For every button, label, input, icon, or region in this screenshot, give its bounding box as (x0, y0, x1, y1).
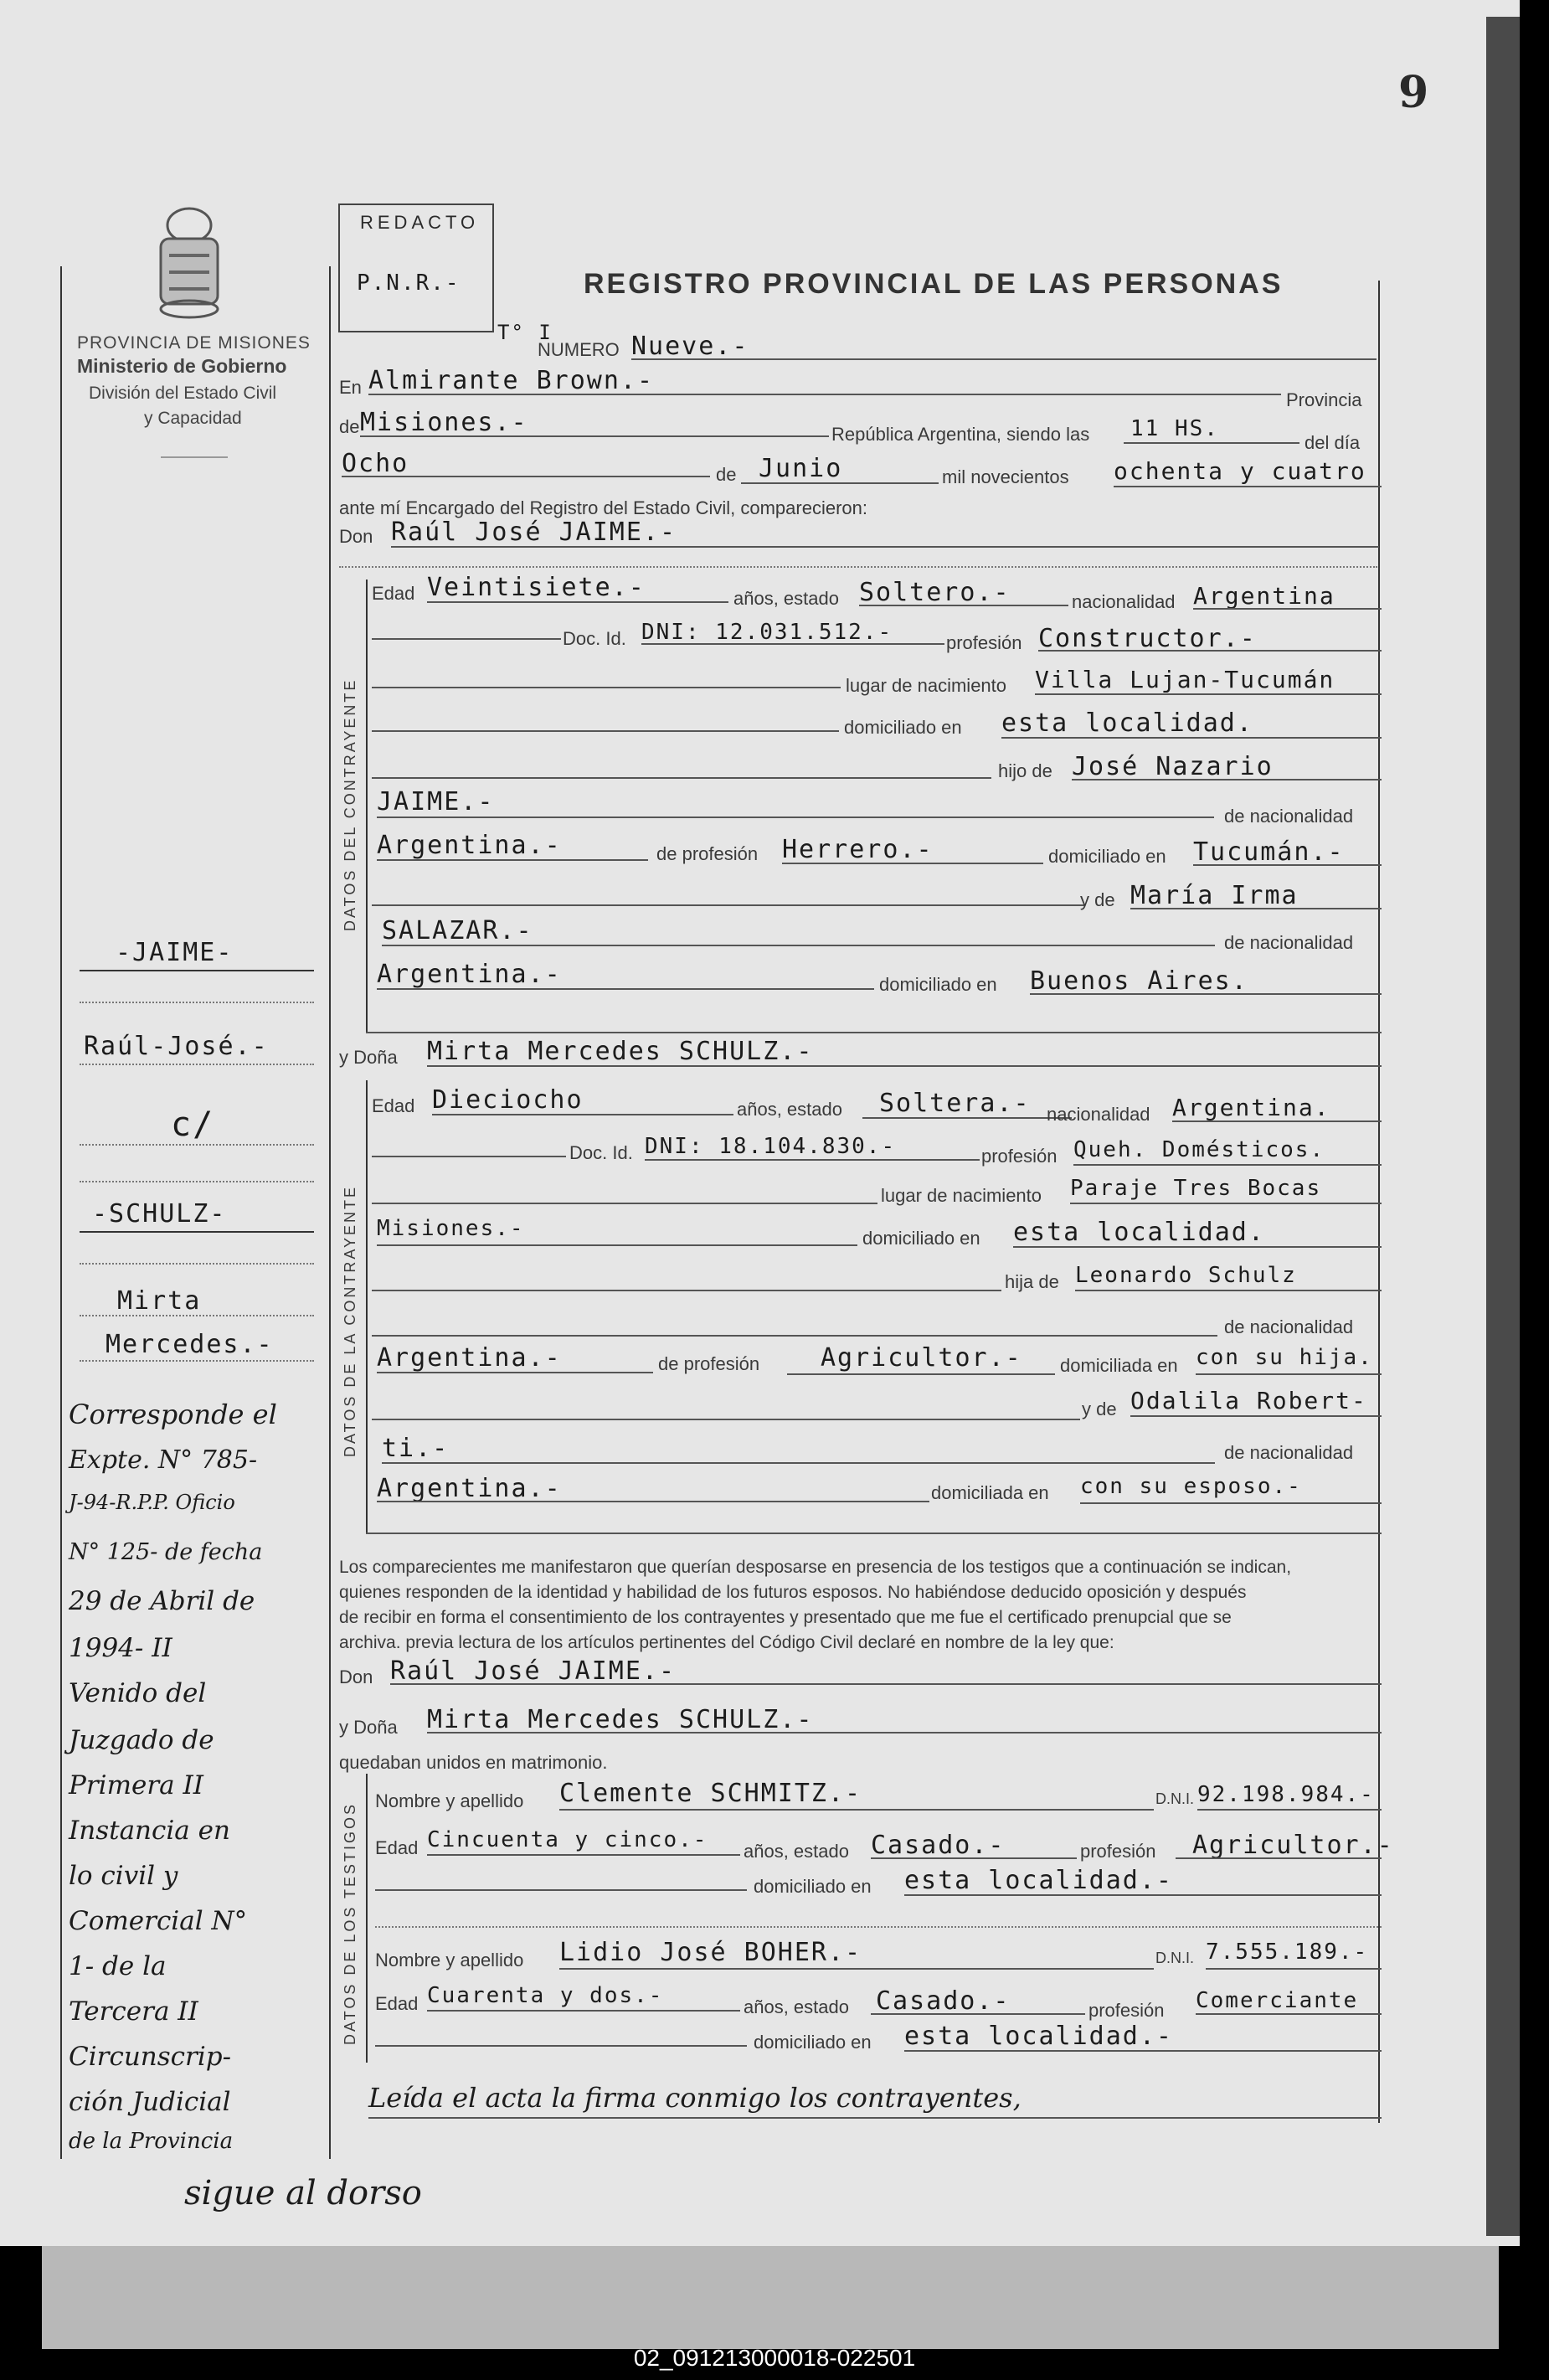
bride-father-profession: Agricultor.- (821, 1343, 1022, 1373)
groom-father-address: Tucumán.- (1193, 837, 1345, 867)
bride-dona-label: y Doña (339, 1047, 398, 1068)
province-label: PROVINCIA DE MISIONES (77, 333, 311, 353)
margin-note-line: lo civil y (69, 1861, 178, 1891)
groom-age: Veintisiete.- (427, 573, 646, 602)
groom-father-profession: Herrero.- (782, 835, 934, 864)
redacto-label: REDACTO (360, 212, 480, 233)
margin-note-line: 29 de Abril de (69, 1586, 255, 1616)
witness2-dni-label: D.N.I. (1155, 1950, 1195, 1966)
bride-doc: DNI: 18.104.830.- (645, 1134, 897, 1159)
margin-note-line: 1994- II (69, 1633, 172, 1663)
declaration-line-2: quienes responden de la identidad y habilidad de los futuros esposos. No habiéndose deducido oposición y después (339, 1583, 1247, 1602)
bride-father-nationality: Argentina.- (377, 1343, 562, 1373)
margin-note-line: Circunscrip- (69, 2042, 232, 2072)
declaration-line-1: Los comparecientes me manifestaron que querían desposarse en presencia de los testigos que a continuación se indican, (339, 1558, 1292, 1577)
witness1-status-label: años, estado (744, 1841, 849, 1862)
witness2-age: Cuarenta y dos.- (427, 1983, 664, 2008)
groom-address-label: domiciliado en (844, 717, 962, 738)
witness1-age-label: Edad (375, 1837, 419, 1858)
bride-mother-address: con su esposo.- (1080, 1474, 1302, 1499)
bride-name: Mirta Mercedes SCHULZ.- (427, 1037, 814, 1066)
margin-note-line: Tercera II (69, 1996, 198, 2027)
margin-note-line: N° 125- de fecha (69, 1539, 263, 1565)
witness1-name-label: Nombre y apellido (375, 1790, 524, 1811)
witness2-address: esta localidad.- (904, 2022, 1173, 2051)
ante-mi-label: ante mí Encargado del Registro del Estado Civil, comparecieron: (339, 497, 867, 518)
del-dia-label: del día (1305, 432, 1361, 453)
margin-note-line: Comercial N° (69, 1906, 248, 1936)
bride-mother: Odalila Robert- (1130, 1387, 1367, 1414)
groom-father-addr-label: domiciliado en (1048, 846, 1166, 867)
declaration-line-3: de recibir en forma el consentimiento de los contrayentes y presentado que me fue el certificado prenupcial que se (339, 1608, 1232, 1627)
numero-label: NUMERO (538, 339, 620, 360)
declared-dona-label: y Doña (339, 1717, 398, 1738)
registry-title: REGISTRO PROVINCIAL DE LAS PERSONAS (584, 268, 1284, 300)
groom-status-label: años, estado (733, 588, 839, 609)
margin-surname-2: -SCHULZ- (92, 1199, 227, 1229)
de-mes-label: de (716, 464, 737, 485)
witness2-name-label: Nombre y apellido (375, 1950, 524, 1970)
place-value: Almirante Brown.- (368, 366, 655, 395)
ministry-label: Ministerio de Gobierno (77, 355, 287, 377)
bride-profession: Queh. Domésticos. (1073, 1137, 1325, 1162)
groom-doc-label: Doc. Id. (563, 628, 626, 649)
page-number: 9 (1398, 67, 1429, 118)
declaration-line-4: archiva. previa lectura de los artículos pertinentes del Código Civil declaré en nombre de la ley que: (339, 1633, 1114, 1652)
groom-mother-surname: SALAZAR.- (382, 916, 533, 945)
witness1-name: Clemente SCHMITZ.- (559, 1779, 862, 1808)
groom-birthplace-label: lugar de nacimiento (846, 675, 1007, 696)
bride-birthplace-label: lugar de nacimiento (881, 1185, 1042, 1206)
margin-conjunction: c/ (171, 1105, 215, 1144)
witness1-address: esta localidad.- (904, 1866, 1173, 1895)
witness2-age-label: Edad (375, 1993, 419, 2014)
numero-value: Nueve.- (631, 332, 749, 361)
groom-father: José Nazario (1072, 752, 1274, 781)
provincia-label: Provincia (1286, 389, 1362, 410)
witness1-dni: 92.198.984.- (1197, 1782, 1375, 1807)
witness1-address-label: domiciliado en (754, 1876, 872, 1897)
groom-father-label: hijo de (998, 760, 1052, 781)
witness1-status: Casado.- (871, 1831, 1006, 1860)
bride-birthplace-cont: Misiones.- (377, 1216, 525, 1241)
groom-data-label: DATOS DEL CONTRAYENTE (342, 677, 358, 931)
groom-mother: María Irma (1130, 881, 1299, 910)
quedaban-label: quedaban unidos en matrimonio. (339, 1752, 608, 1773)
witness1-dni-label: D.N.I. (1155, 1790, 1195, 1807)
bride-nationality-label: nacionalidad (1047, 1104, 1150, 1125)
declared-bride: Mirta Mercedes SCHULZ.- (427, 1705, 814, 1734)
witness2-profession-label: profesión (1088, 2000, 1165, 2021)
bride-age-label: Edad (372, 1095, 415, 1116)
witness2-dni: 7.555.189.- (1206, 1940, 1369, 1965)
bride-address-label: domiciliado en (862, 1228, 980, 1249)
margin-names-1: Raúl-José.- (84, 1032, 269, 1061)
bride-birthplace: Paraje Tres Bocas (1070, 1176, 1322, 1201)
groom-father-nationality: Argentina.- (377, 831, 562, 860)
tomo-mark: T° I (497, 321, 553, 344)
groom-age-label: Edad (372, 583, 415, 604)
groom-mother-label: y de (1080, 889, 1115, 910)
capacity-label: y Capacidad (144, 409, 242, 428)
groom-mother-address: Buenos Aires. (1030, 966, 1248, 996)
bride-father-addr-label: domiciliada en (1060, 1355, 1178, 1376)
bride-father-address: con su hija. (1196, 1345, 1373, 1370)
bride-nationality: Argentina. (1172, 1094, 1330, 1121)
bride-profession-label: profesión (981, 1146, 1058, 1167)
groom-father-prof-label: de profesión (656, 843, 759, 864)
bride-data-label: DATOS DE LA CONTRAYENTE (342, 1184, 358, 1457)
witness1-profession: Agricultor.- (1192, 1831, 1394, 1860)
bride-address: esta localidad. (1013, 1218, 1265, 1247)
witness2-name: Lidio José BOHER.- (559, 1938, 862, 1967)
bride-father-nat-label: de nacionalidad (1224, 1316, 1354, 1337)
redacto-stamp (338, 203, 494, 332)
margin-note-line: J-94-R.P.P. Oficio (69, 1491, 235, 1514)
margin-note-line: Corresponde el (69, 1399, 277, 1430)
bride-father-label: hija de (1005, 1271, 1059, 1292)
margin-note-line: Primera II (69, 1770, 203, 1800)
bride-father: Leonardo Schulz (1075, 1263, 1297, 1288)
groom-name: Raúl José JAIME.- (391, 518, 677, 547)
margin-note-line: ción Judicial (69, 2087, 231, 2117)
margin-name-2b: Mercedes.- (105, 1330, 274, 1359)
file-code: 02_091213000018-022501 (633, 2345, 916, 2371)
witness2-status-label: años, estado (744, 1996, 849, 2017)
witnesses-data-label: DATOS DE LOS TESTIGOS (342, 1801, 358, 2045)
margin-name-2a: Mirta (117, 1286, 202, 1316)
mil-novecientos-label: mil novecientos (942, 466, 1069, 487)
groom-profession-label: profesión (946, 632, 1022, 653)
year-value: ochenta y cuatro (1114, 457, 1366, 485)
groom-mother-nationality: Argentina.- (377, 960, 562, 989)
bride-status: Soltera.- (879, 1089, 1031, 1118)
margin-note-line: de la Provincia (69, 2129, 234, 2154)
margin-note-line: Juzgado de (69, 1725, 214, 1755)
margin-note-line: Expte. N° 785- (69, 1445, 258, 1475)
bride-father-prof-label: de profesión (658, 1353, 760, 1374)
groom-father-nat-label: de nacionalidad (1224, 806, 1354, 827)
closing-line: Leída el acta la firma conmigo los contrayentes, (368, 2082, 1022, 2114)
witness1-age: Cincuenta y cinco.- (427, 1827, 708, 1852)
bride-mother-label: y de (1082, 1399, 1117, 1419)
hour-value: 11 HS. (1130, 416, 1219, 441)
margin-note-line: 1- de la (69, 1951, 167, 1981)
margin-note-line: Instancia en (69, 1816, 230, 1846)
groom-mother-addr-label: domiciliado en (879, 974, 997, 995)
groom-status: Soltero.- (859, 578, 1011, 607)
en-label: En (339, 377, 362, 398)
declared-groom: Raúl José JAIME.- (390, 1656, 677, 1686)
bride-mother-cont: ti.- (382, 1434, 450, 1463)
groom-profession: Constructor.- (1038, 624, 1257, 653)
continued-note: sigue al dorso (184, 2174, 422, 2213)
province-value: Misiones.- (360, 408, 528, 437)
bride-mother-nat-label: de nacionalidad (1224, 1442, 1354, 1463)
month-value: Junio (759, 454, 843, 483)
de-label: de (339, 416, 360, 437)
don-label: Don (339, 526, 373, 547)
republica-label: República Argentina, siendo las (831, 424, 1090, 445)
bride-mother-nationality: Argentina.- (377, 1474, 562, 1503)
margin-surname-1: -JAIME- (116, 938, 234, 967)
coat-of-arms-icon (149, 205, 229, 322)
declared-don-label: Don (339, 1667, 373, 1687)
bride-status-label: años, estado (737, 1099, 842, 1120)
witness2-status: Casado.- (876, 1986, 1011, 2016)
witness1-profession-label: profesión (1080, 1841, 1156, 1862)
redacto-value: P.N.R.- (357, 270, 461, 296)
bride-age: Dieciocho (432, 1085, 584, 1115)
groom-mother-nat-label: de nacionalidad (1224, 932, 1354, 953)
groom-father-surname: JAIME.- (377, 787, 495, 817)
witness2-profession: Comerciante (1196, 1988, 1359, 2013)
day-value: Ocho (342, 449, 409, 478)
groom-doc: DNI: 12.031.512.- (641, 620, 893, 645)
bride-mother-addr-label: domiciliada en (931, 1482, 1049, 1503)
groom-birthplace: Villa Lujan-Tucumán (1035, 666, 1335, 693)
groom-address: esta localidad. (1001, 708, 1253, 738)
groom-nationality-label: nacionalidad (1072, 591, 1176, 612)
witness2-address-label: domiciliado en (754, 2032, 872, 2053)
margin-note-line: Venido del (69, 1678, 207, 1708)
division-label: División del Estado Civil (89, 384, 277, 403)
bride-doc-label: Doc. Id. (569, 1142, 633, 1163)
groom-nationality: Argentina (1193, 582, 1335, 610)
